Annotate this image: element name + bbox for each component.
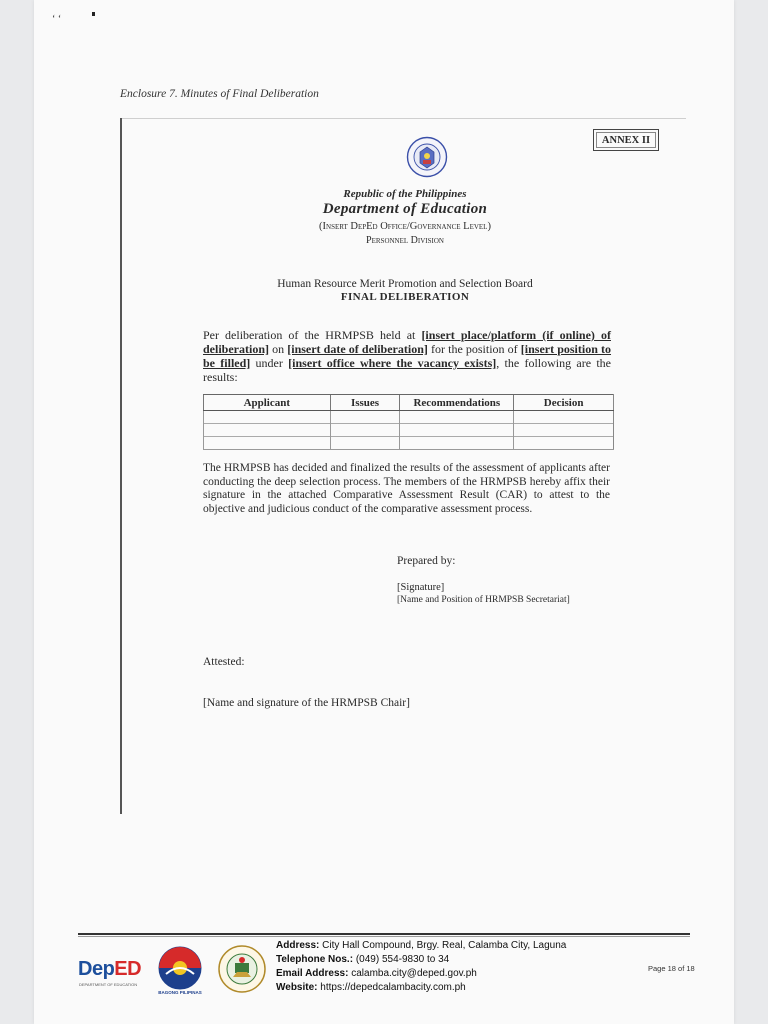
board-name: Human Resource Merit Promotion and Selection Board <box>277 278 533 290</box>
para-text: Per deliberation of the HRMPSB held at <box>203 328 422 342</box>
attested-label: Attested: <box>203 656 245 668</box>
position-placeholder: [insert position to be filled] <box>203 342 612 370</box>
secretariat-placeholder: [Name and Position of HRMPSB Secretariat] <box>397 595 570 605</box>
website-link[interactable]: https://depedcalambacity.com.ph <box>320 982 466 993</box>
table-cell <box>204 424 331 437</box>
scan-speck: ‘ ‘ <box>52 14 62 25</box>
deped-logo-ed: ED <box>114 958 142 980</box>
deliberation-paragraph <box>203 328 611 384</box>
website-label: Website: <box>276 982 318 993</box>
col-recommendations: Recommendations <box>400 395 514 411</box>
bagong-pilipinas-logo-icon <box>152 944 208 992</box>
para-text: , the following are the results: <box>203 356 612 384</box>
table-cell <box>514 437 614 450</box>
enclosure-label: Enclosure 7. Minutes of Final Deliberation <box>120 88 319 100</box>
deped-seal-icon <box>406 136 448 178</box>
telephone-label: Telephone Nos.: <box>276 954 354 965</box>
address-label: Address: <box>276 940 320 951</box>
col-applicant: Applicant <box>204 395 331 411</box>
deped-logo-subtitle: DEPARTMENT OF EDUCATION <box>79 982 138 987</box>
results-table <box>203 394 614 450</box>
chair-placeholder: [Name and signature of the HRMPSB Chair] <box>203 697 410 709</box>
bagong-pilipinas-label: BAGONG PILIPINAS <box>158 990 202 995</box>
table-cell <box>400 437 514 450</box>
para-text: for the position of <box>427 342 521 356</box>
office-placeholder: (Insert DepEd Office/Governance Level) <box>319 221 491 232</box>
prepared-by-label: Prepared by: <box>397 555 456 567</box>
annex-box <box>593 129 659 151</box>
address-value: City Hall Compound, Brgy. Real, Calamba City, Laguna <box>322 940 567 951</box>
office-vacancy-placeholder: [insert office where the vacancy exists] <box>288 356 497 370</box>
footer-telephone-line <box>276 953 566 967</box>
col-issues: Issues <box>330 395 400 411</box>
document-title: FINAL DELIBERATION <box>340 291 470 303</box>
page-number: Page 18 of 18 <box>648 964 695 973</box>
deped-logo <box>78 958 141 981</box>
deped-logo-dep: Dep <box>78 958 115 980</box>
table-cell <box>400 411 514 424</box>
annex-label: ANNEX II <box>601 134 651 146</box>
table-cell <box>204 411 331 424</box>
footer-email-line <box>276 967 566 981</box>
table-cell <box>330 437 400 450</box>
table-cell <box>514 424 614 437</box>
signature-placeholder: [Signature] <box>397 582 445 593</box>
email-label: Email Address: <box>276 968 349 979</box>
date-placeholder: [insert date of deliberation] <box>287 342 428 356</box>
col-decision: Decision <box>514 395 614 411</box>
table-header-row <box>204 395 614 411</box>
division-heading: Personnel Division <box>366 235 444 246</box>
para-text: on <box>269 342 288 356</box>
footer-address-line <box>276 939 566 953</box>
table-row <box>204 411 614 424</box>
place-placeholder: [insert place/platform (if online) of deliberation] <box>203 328 611 356</box>
table-cell <box>400 424 514 437</box>
department-heading: Department of Education <box>322 201 488 217</box>
footer-divider <box>78 933 690 935</box>
footer-website-line <box>276 981 566 995</box>
telephone-value: (049) 554-9830 to 34 <box>355 954 450 965</box>
decision-paragraph: The HRMPSB has decided and finalized the results of the assessment of applicants after conducting the deep selection process. The members of the HRMPSB hereby affix their signature in the attached Comparative Assessment Result (CAR) to attest to the objective and judicious conduct of the comparative assessment process. <box>203 462 610 515</box>
table-cell <box>330 424 400 437</box>
table-row <box>204 437 614 450</box>
table-cell <box>330 411 400 424</box>
para-text: under <box>250 356 289 370</box>
email-link[interactable]: calamba.city@deped.gov.ph <box>351 968 477 979</box>
table-row <box>204 424 614 437</box>
republic-heading: Republic of the Philippines <box>343 188 467 200</box>
table-cell <box>514 411 614 424</box>
footer-contact <box>276 939 566 995</box>
scan-speck-dot <box>92 12 95 16</box>
frame-top-line <box>120 118 686 119</box>
table-cell <box>204 437 331 450</box>
calamba-division-seal-icon <box>217 944 267 994</box>
